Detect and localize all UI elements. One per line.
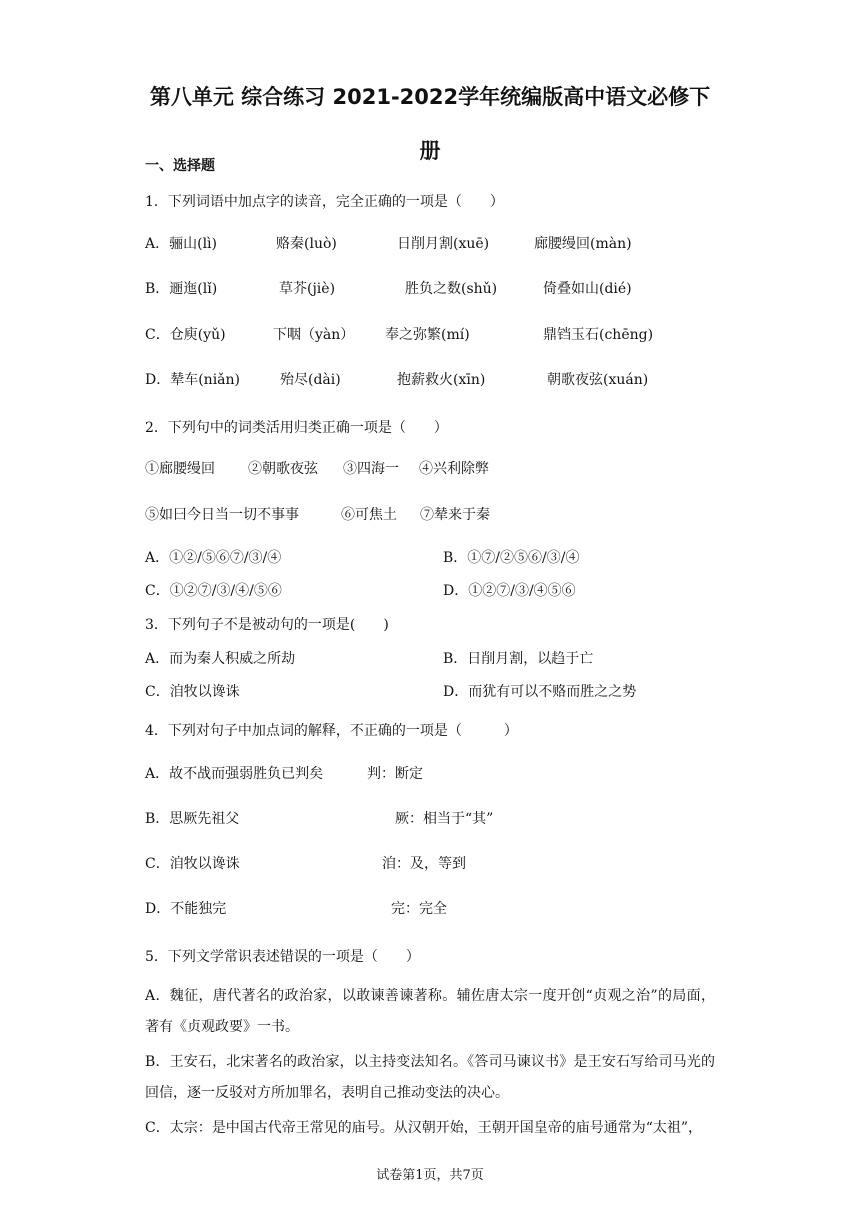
question-4-stem: 4．下列对句子中加点词的解释，不正确的一项是（ ）	[145, 723, 518, 739]
q1-b-2: 草芥(jiè)	[279, 281, 336, 297]
q1-b-4: 倚叠如山(dié)	[543, 281, 632, 297]
q1-a-1: A．骊山(lì)	[145, 236, 217, 252]
q4-b-gloss: 厥：相当于“其”	[395, 811, 494, 827]
title-line-2: 册	[419, 139, 441, 163]
q2-option-a: A．①②/⑤⑥⑦/③/④	[145, 550, 282, 566]
q1-d-4: 朝歌夜弦(xuán)	[547, 372, 649, 388]
q5-option-b: B．王安石，北宋著名的政治家，以主持变法知名。《答司马谏议书》是王安石写给司马光的回信，逐一反驳对方所加罪名，表明自己推动变法的决心。	[145, 1054, 715, 1101]
q1-c-4: 鼎铛玉石(chēng)	[543, 327, 654, 343]
q2-item-2: ②朝歌夜弦	[248, 461, 318, 477]
q2-option-c: C．①②⑦/③/④/⑤⑥	[145, 583, 282, 599]
q4-d-sentence: D．不能独完	[145, 901, 227, 917]
q2-item-6: ⑥可焦土	[341, 507, 397, 523]
q1-d-3: 抱薪救火(xīn)	[397, 372, 486, 388]
q4-d-gloss: 完：完全	[391, 901, 447, 917]
question-3-stem: 3．下列句子不是被动句的一项是( )	[145, 617, 389, 633]
q2-item-7: ⑦辇来于秦	[420, 507, 490, 523]
q4-a-gloss: 判：断定	[367, 766, 423, 782]
q3-option-a: A．而为秦人积威之所劫	[145, 651, 296, 667]
q2-item-4: ④兴利除弊	[419, 461, 489, 477]
q4-c-gloss: 洎：及，等到	[382, 856, 466, 872]
q3-option-b: B．日削月割，以趋于亡	[443, 651, 594, 667]
q1-a-3: 日削月割(xuē)	[397, 236, 490, 252]
page-footer: 试卷第1页，共7页	[376, 1168, 484, 1183]
q4-c-sentence: C．洎牧以谗诛	[145, 856, 240, 872]
title-line-1: 第八单元 综合练习 2021-2022学年统编版高中语文必修下	[149, 85, 711, 109]
q5-option-a: A．魏征，唐代著名的政治家，以敢谏善谏著称。辅佐唐太宗一度开创“贞观之治”的局面，著有《贞观政要》一书。	[145, 988, 715, 1035]
q2-option-b: B．①⑦/②⑤⑥/③/④	[443, 550, 580, 566]
question-2-stem: 2．下列句中的词类活用归类正确一项是（ ）	[145, 420, 448, 436]
q1-c-3: 奉之弥繁(mí)	[385, 327, 470, 343]
question-5-stem: 5．下列文学常识表述错误的一项是（ ）	[145, 949, 420, 965]
q1-a-4: 廊腰缦回(màn)	[534, 236, 632, 252]
q3-option-d: D．而犹有可以不赂而胜之之势	[443, 684, 637, 700]
q1-b-3: 胜负之数(shǔ)	[405, 281, 498, 297]
q1-a-2: 赂秦(luò)	[276, 236, 337, 252]
section-heading: 一、选择题	[145, 158, 215, 174]
q5-option-c: C．太宗：是中国古代帝王常见的庙号。从汉朝开始，王朝开国皇帝的庙号通常为“太祖”，	[145, 1120, 703, 1136]
q1-c-2: 下咽（yàn）	[273, 327, 355, 343]
q1-c-1: C．仓庾(yǔ)	[145, 327, 226, 343]
q4-a-sentence: A．故不战而强弱胜负已判矣	[145, 766, 324, 782]
q1-b-1: B．逦迤(lǐ)	[145, 281, 218, 297]
q2-item-3: ③四海一	[343, 461, 399, 477]
q3-option-c: C．洎牧以谗诛	[145, 684, 240, 700]
question-1-stem: 1．下列词语中加点字的读音，完全正确的一项是（ ）	[145, 194, 504, 210]
q2-option-d: D．①②⑦/③/④⑤⑥	[443, 583, 576, 599]
q2-item-1: ①廊腰缦回	[145, 461, 215, 477]
q2-item-5: ⑤如曰今日当一切不事事	[145, 507, 299, 523]
q1-d-1: D．辇车(niǎn)	[145, 372, 241, 388]
q1-d-2: 殆尽(dài)	[280, 372, 341, 388]
q4-b-sentence: B．思厥先祖父	[145, 811, 240, 827]
